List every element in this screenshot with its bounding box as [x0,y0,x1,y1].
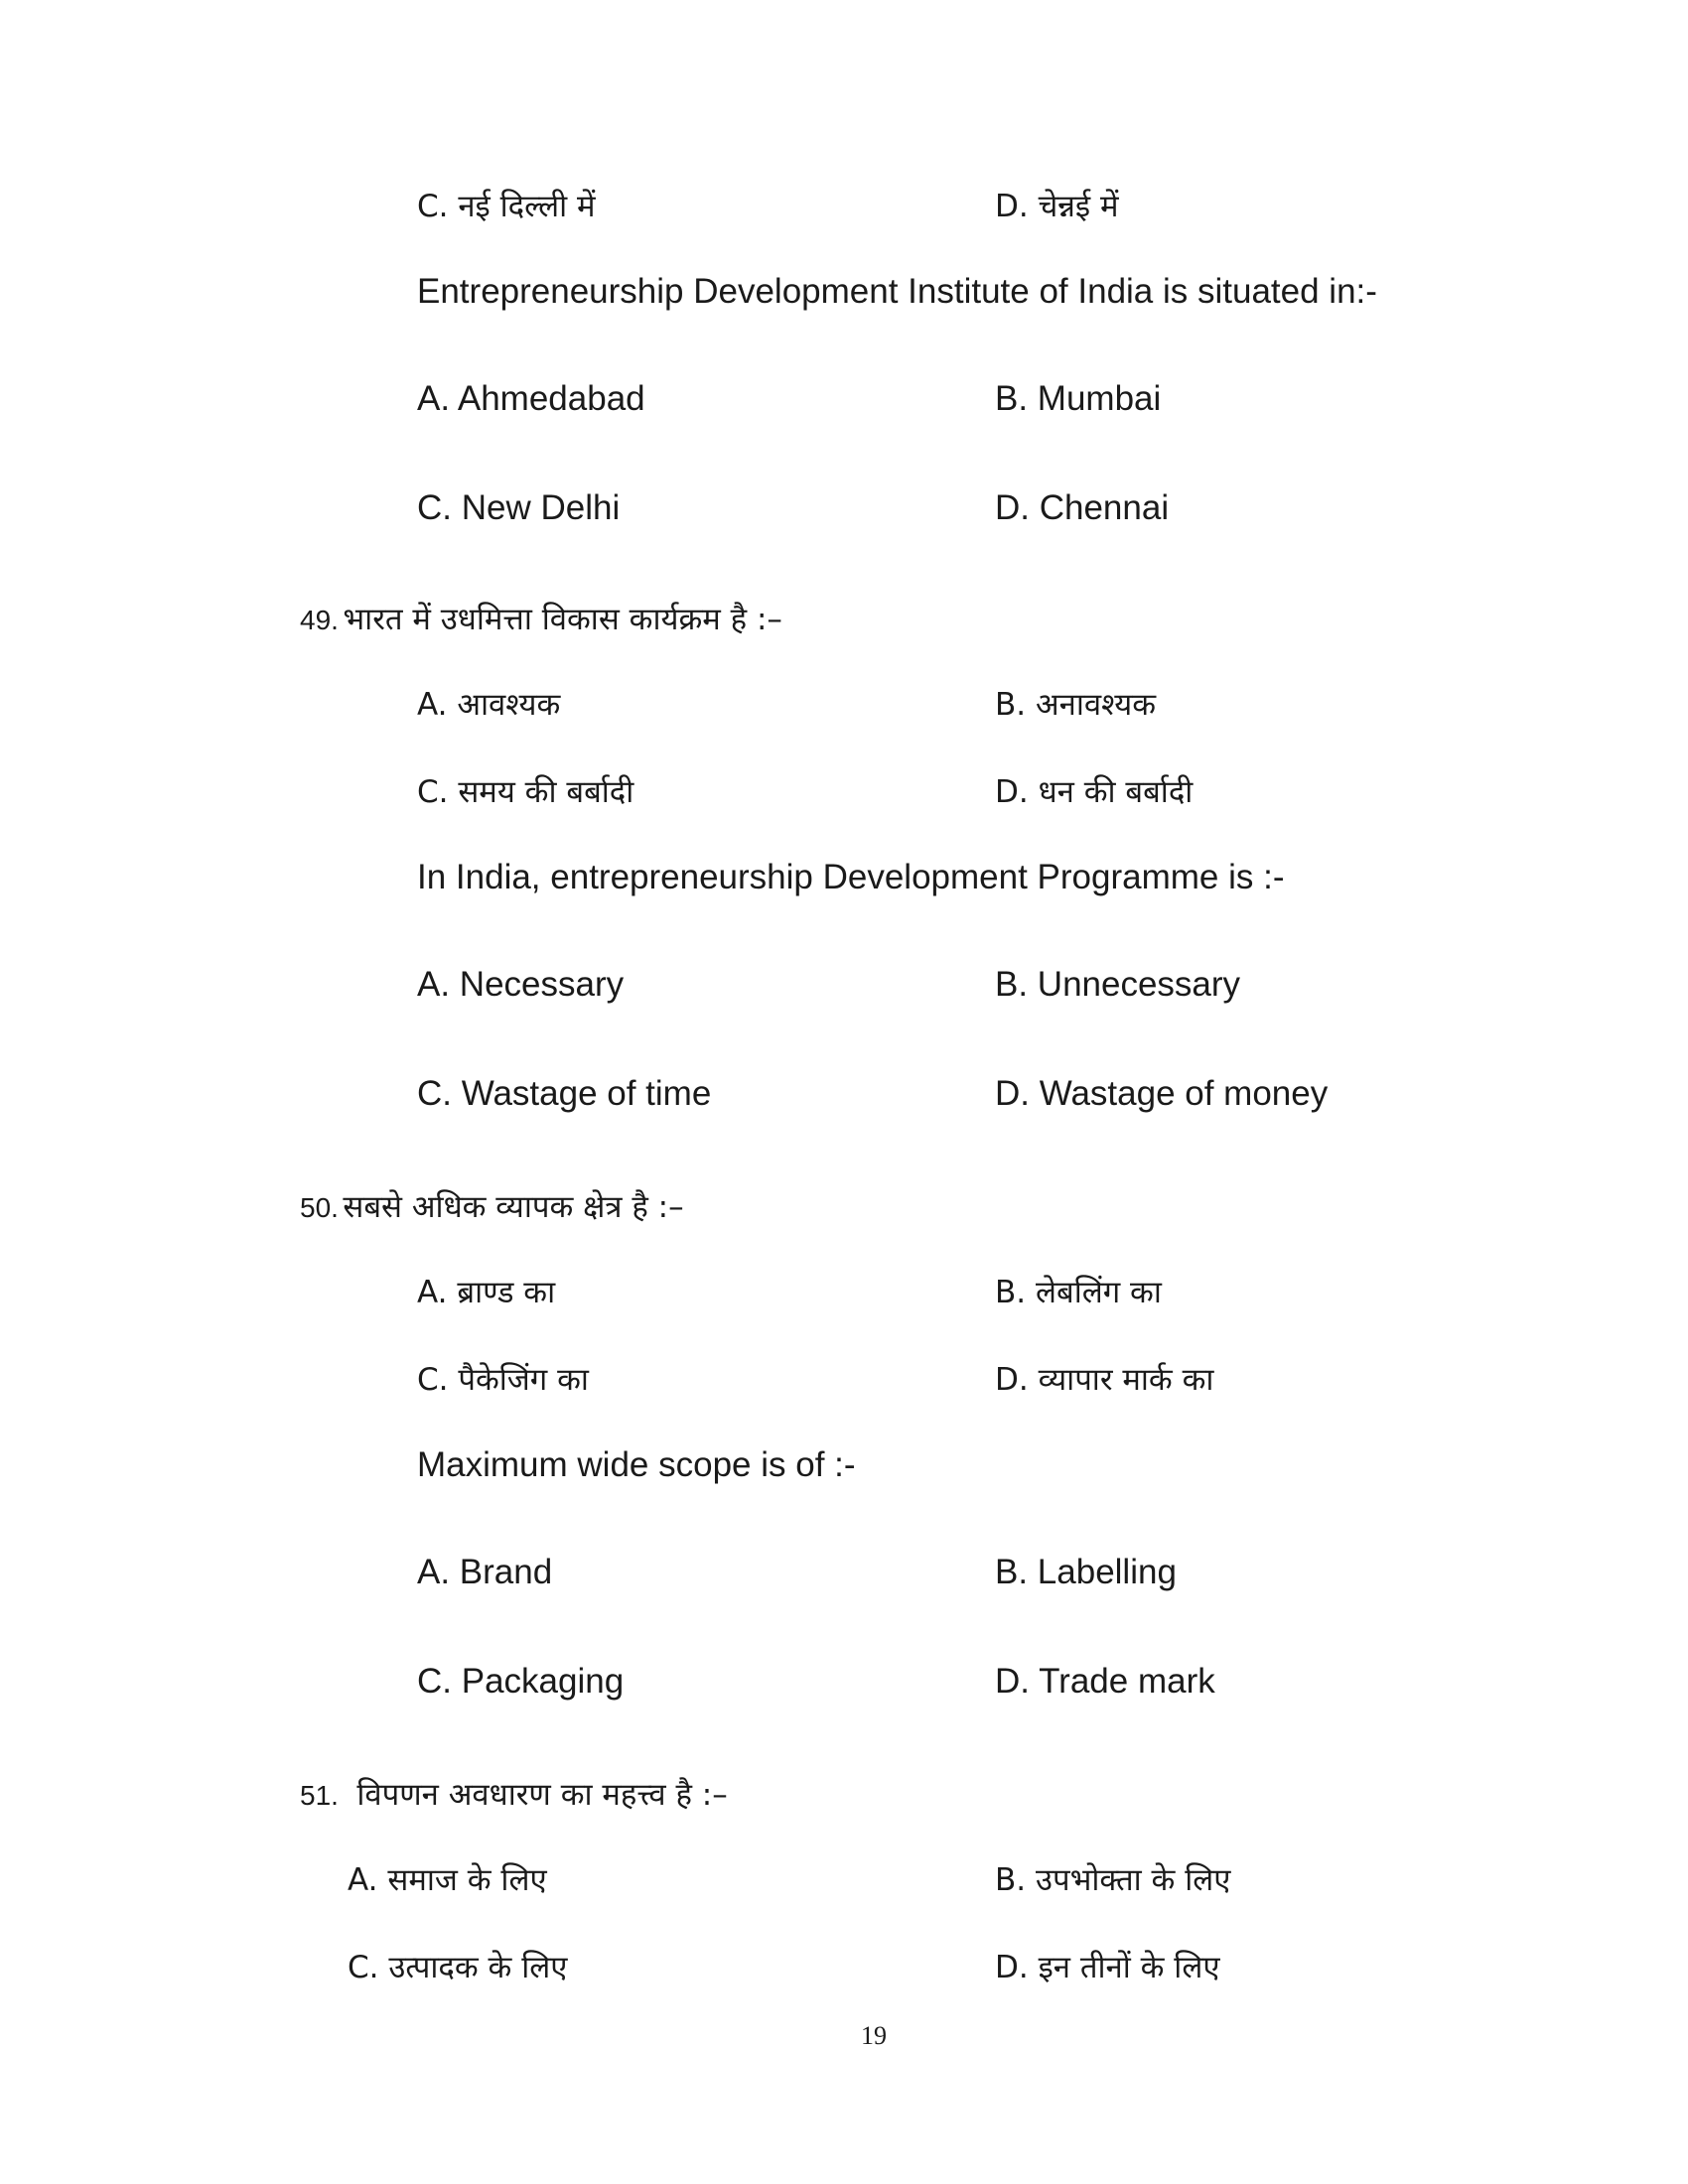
q49-number: 49. [300,605,339,635]
q50-hi-option-c: C. पैकेजिंग का [417,1362,589,1398]
q48-en-question: Entrepreneurship Development Institute of India is situated in:- [417,272,1377,311]
q50-hi-option-d: D. व्यापार मार्क का [995,1362,1214,1398]
q51-hi-option-c: C. उत्पादक के लिए [348,1950,568,1985]
q49-hi-question-line [300,598,782,639]
q50-hi-question: सबसे अधिक व्यापक क्षेत्र है :– [343,1189,684,1225]
q50-en-option-a: A. Brand [417,1553,553,1591]
q49-hi-option-c: C. समय की बर्बादी [417,774,634,810]
q50-number: 50. [300,1192,339,1223]
q51-hi-option-d: D. इन तीनों के लिए [995,1950,1220,1985]
q48-hi-option-d: D. चेन्नई में [995,189,1119,224]
q49-en-option-a: A. Necessary [417,965,625,1004]
q49-en-question: In India, entrepreneurship Development Programme is :- [417,858,1285,896]
q49-hi-option-b: B. अनावश्यक [995,687,1157,723]
q48-en-option-d: D. Chennai [995,488,1170,527]
q50-en-option-b: B. Labelling [995,1553,1177,1591]
q49-en-option-b: B. Unnecessary [995,965,1241,1004]
q50-hi-question-line [300,1185,684,1227]
q49-hi-question: भारत में उधमित्ता विकास कार्यक्रम है :– [343,602,782,637]
q50-hi-option-a: A. ब्राण्ड का [417,1275,556,1310]
q48-en-option-b: B. Mumbai [995,379,1162,418]
q49-en-option-c: C. Wastage of time [417,1074,712,1113]
q48-en-option-c: C. New Delhi [417,488,621,527]
q51-hi-question-line [300,1773,728,1815]
q51-number: 51. [300,1780,339,1811]
q48-en-option-a: A. Ahmedabad [417,379,645,418]
q49-hi-option-d: D. धन की बर्बादी [995,774,1194,810]
q51-hi-question: विपणन अवधारण का महत्त्व है :– [356,1777,728,1813]
q48-hi-option-c: C. नई दिल्ली में [417,189,596,224]
q49-hi-option-a: A. आवश्यक [417,687,561,723]
q50-en-option-c: C. Packaging [417,1662,625,1701]
q49-en-option-d: D. Wastage of money [995,1074,1329,1113]
q50-hi-option-b: B. लेबलिंग का [995,1275,1162,1310]
q50-en-option-d: D. Trade mark [995,1662,1215,1701]
page-number: 19 [861,2021,887,2050]
q51-hi-option-b: B. उपभोक्ता के लिए [995,1862,1231,1898]
q50-en-question: Maximum wide scope is of :- [417,1445,856,1484]
q51-hi-option-a: A. समाज के लिए [348,1862,547,1898]
